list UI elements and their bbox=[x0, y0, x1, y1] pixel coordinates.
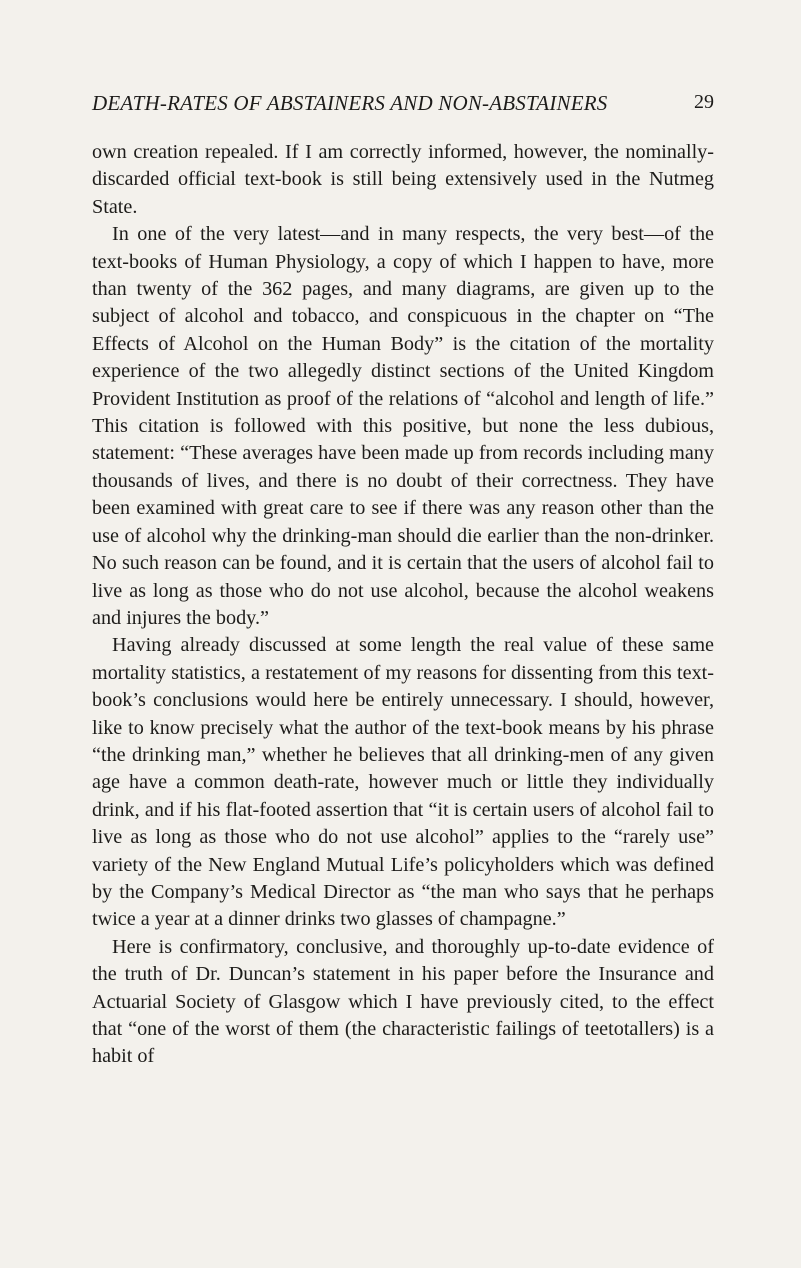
page-number: 29 bbox=[694, 91, 714, 113]
paragraph-confirmatory-evidence: Here is confirmatory, conclusive, and thoroughly up-to-date evidence of the truth of Dr. Duncan’s statement in his paper before the Insurance and Actuarial Society of Glasgow which I have previously cited, to the effect that “one of the worst of them (the characteristic failings of teetotallers) is a habit of bbox=[92, 935, 714, 1068]
paragraph-textbook-citation: In one of the very latest—and in many respects, the very best—of the text-books of Human Physiology, a copy of which I happen to have, more than twenty of the 362 pages, and many diagrams, are given up to the subject of alcohol and tobacco, and conspicuous in the chapter on “The Effects of Alcohol on the Human Body” is the citation of the mortality experience of the two allegedly distinct sections of the United Kingdom Provident Institution as proof of the relations of “alcohol and length of life.” This citation is followed with this positive, but none the less dubious, statement: “These averages have been made up from records including many thousands of lives, and there is no doubt of their correctness. They have been examined with great care to see if there was any reason other than the use of alcohol why the drinking-man should die earlier than the non-drinker. No such reason can be found, and it is certain that the users of alcohol fail to live as long as those who do not use alcohol, because the alcohol weakens and injures the body.” bbox=[92, 223, 714, 629]
paragraph-drinking-man: Having already discussed at some length the real value of these same mortality statistics, a restatement of my reasons for dissenting from this text-book’s conclusions would here be entirely unnecessary. I should, however, like to know precisely what the author of the text-book means by his phrase “the drinking man,” whether he believes that all drinking-men of any given age have a common death-rate, however much or little they individually drink, and if his flat-footed assertion that “it is certain users of alcohol fail to live as long as those who do not use alcohol” applies to the “rarely use” variety of the New England Mutual Life’s policyholders which was defined by the Company’s Medical Director as “the man who says that he perhaps twice a year at a dinner drinks two glasses of champagne.” bbox=[92, 634, 714, 931]
body-text bbox=[92, 139, 714, 1071]
running-head: DEATH-RATES OF ABSTAINERS AND NON-ABSTAINERS bbox=[92, 91, 608, 115]
page-header bbox=[92, 91, 714, 119]
paragraph-continued: own creation repealed. If I am correctly informed, however, the nominally-discarded official text-book is still being extensively used in the Nutmeg State. bbox=[92, 141, 714, 218]
